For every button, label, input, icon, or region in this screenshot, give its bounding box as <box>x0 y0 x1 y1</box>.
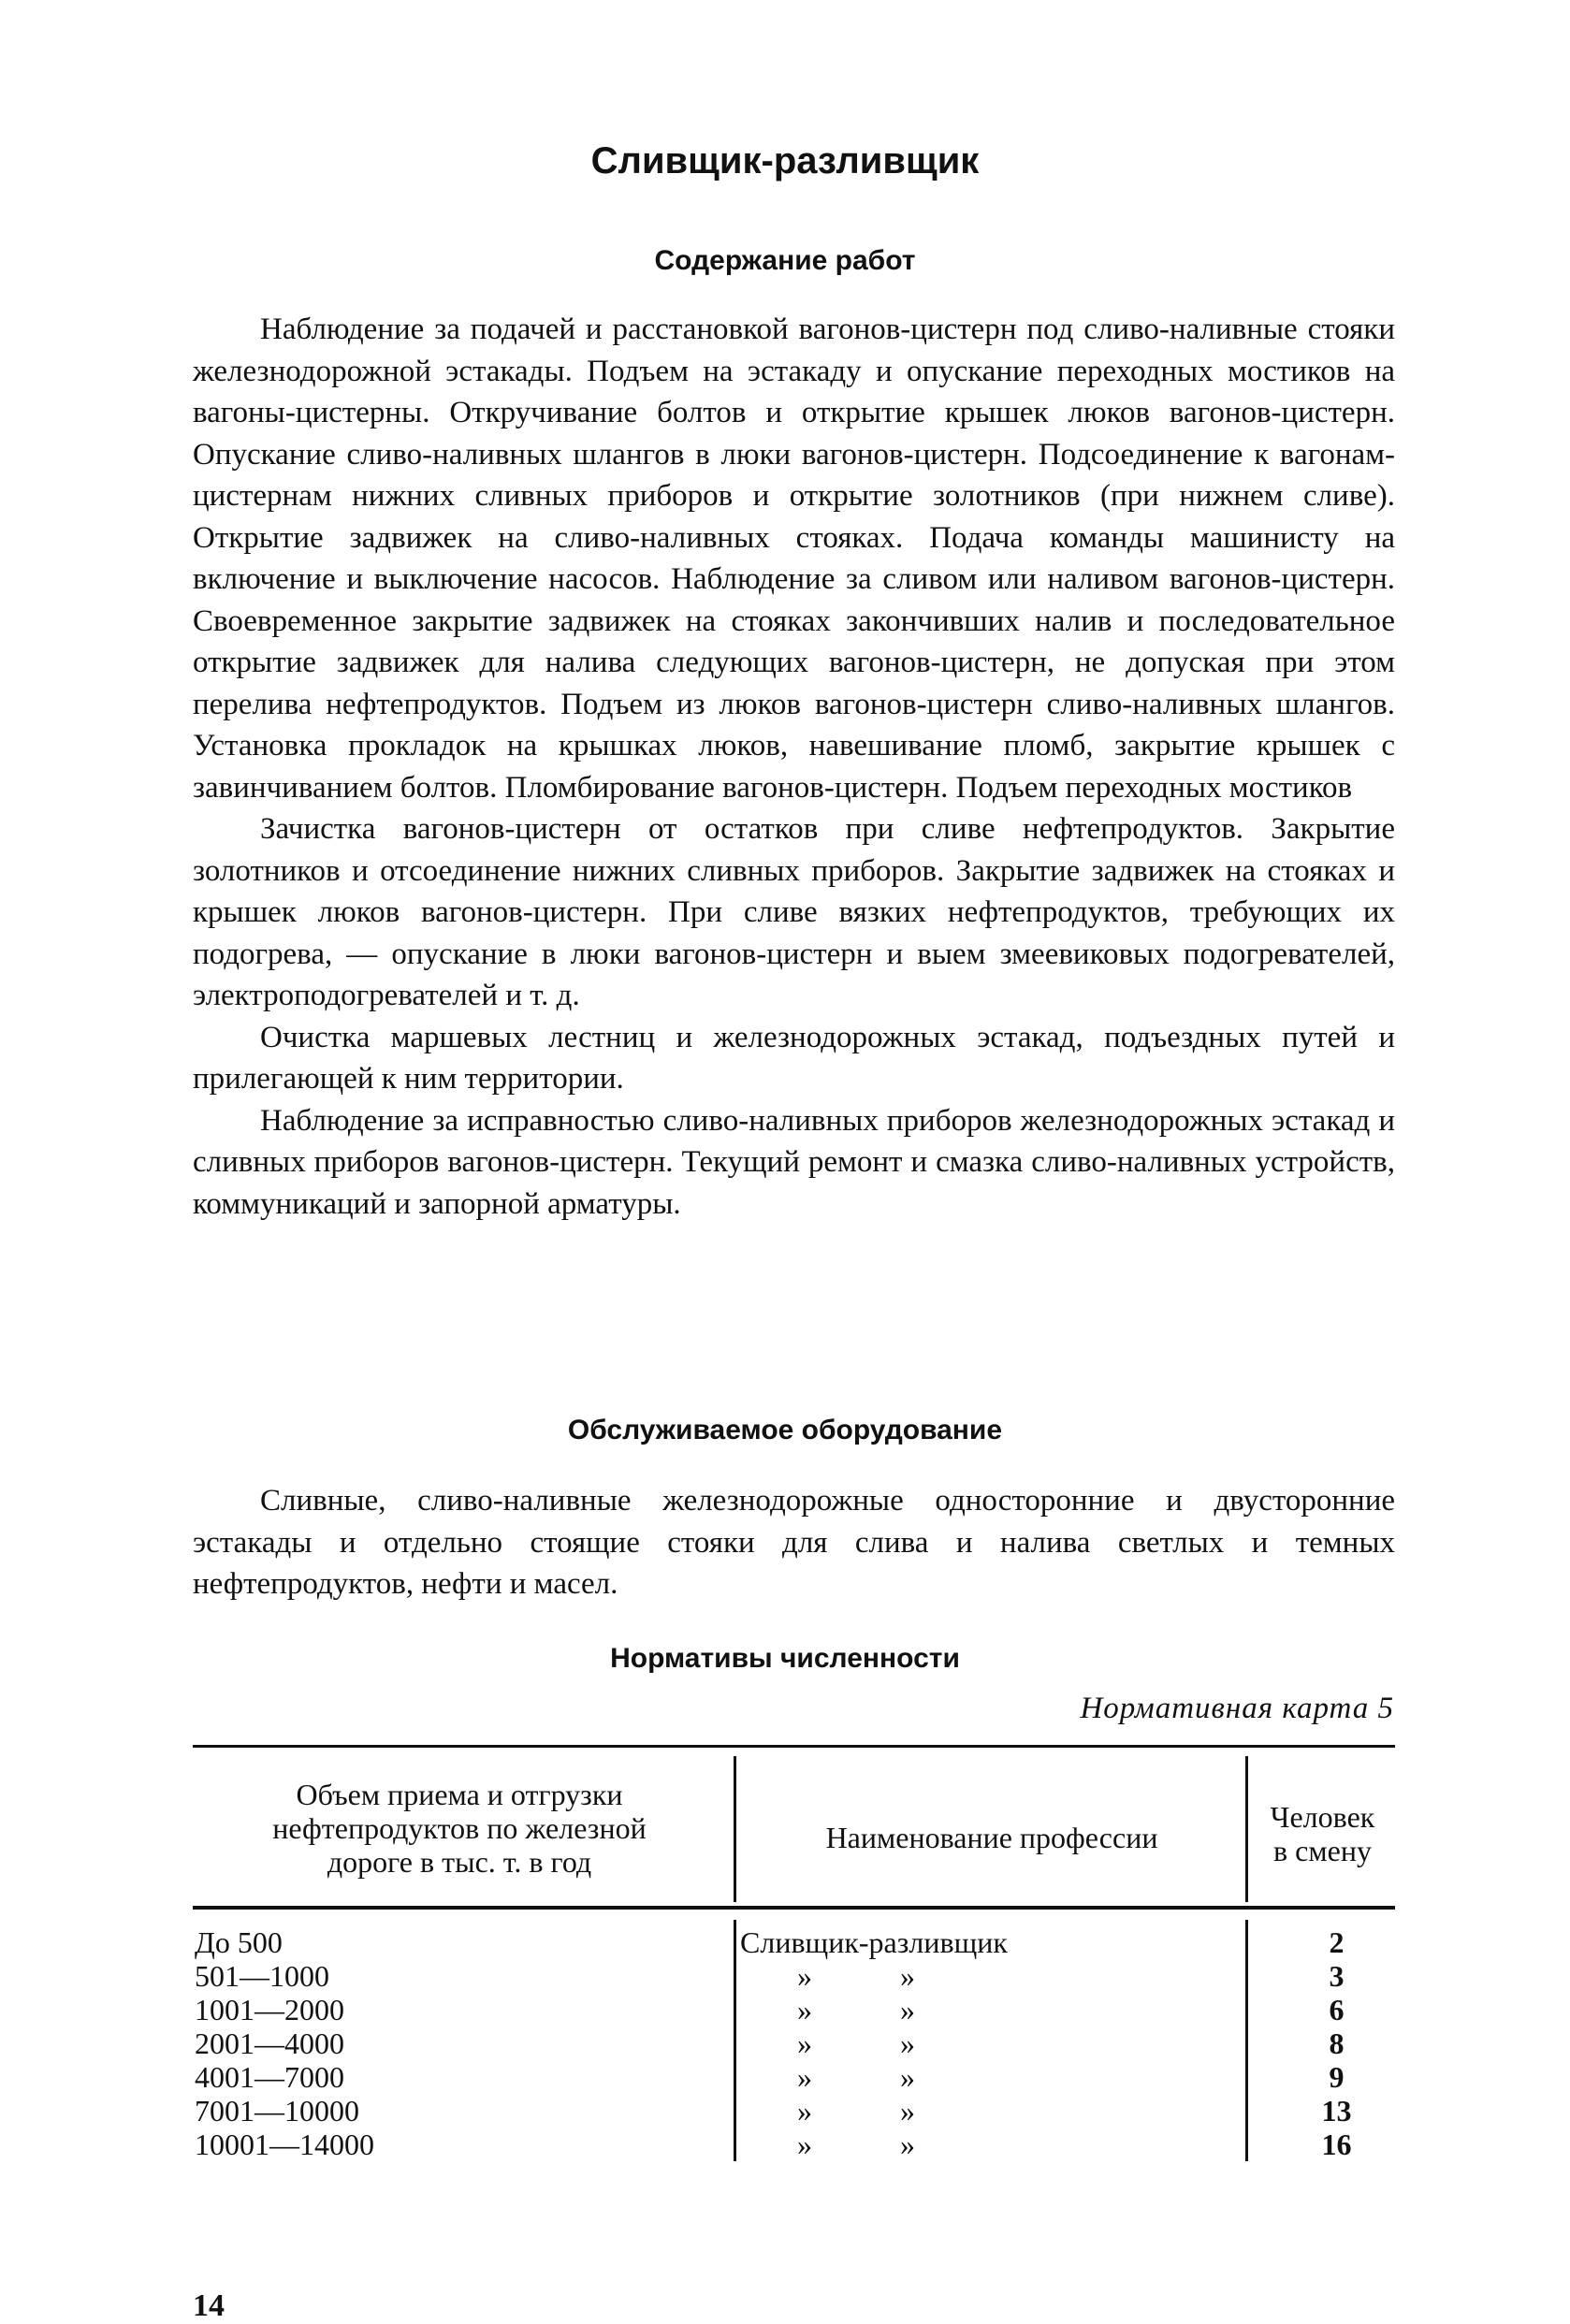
column-header-volume: Объем приема и отгрузки нефтепродуктов по железной дороге в тыс. т. в год <box>272 1778 647 1879</box>
cell-volume: 7001—10000 <box>195 2094 359 2128</box>
equipment-body <box>193 1480 1395 1605</box>
cell-persons: 6 <box>1329 1993 1345 2026</box>
cell-profession: » » <box>797 2094 915 2128</box>
header-divider <box>734 1756 736 1902</box>
work-content-heading: Содержание работ <box>654 245 916 276</box>
cell-persons: 2 <box>1329 1925 1345 1959</box>
table-row <box>193 1925 1395 1959</box>
table-row <box>193 1959 1395 1993</box>
column-header-persons: Человек в смену <box>1270 1800 1375 1867</box>
normative-card-label: Нормативная карта 5 <box>1080 1692 1394 1725</box>
page-title: Сливщик-разливщик <box>590 140 980 182</box>
cell-volume: 10001—14000 <box>195 2128 374 2161</box>
paragraph: Наблюдение за исправностью сливо-наливных приборов железнодорожных эстакад и сливных приборов вагонов-цистерн. Текущий ремонт и смазка сливо-наливных устройств, коммуникаций и запорной арматуры. <box>193 1103 1395 1221</box>
equipment-heading: Обслуживаемое оборудование <box>567 1415 1003 1445</box>
cell-persons: 8 <box>1329 2026 1345 2060</box>
paragraph: Сливные, сливо-наливные железнодорожные односторонние и двусторонние эстакады и отдельно стоящие стояки для слива и налива светлых и темных нефтепродуктов, нефти и масел. <box>193 1484 1395 1601</box>
cell-profession: » » <box>797 2128 915 2161</box>
cell-volume: 2001—4000 <box>195 2026 344 2060</box>
cell-volume: 1001—2000 <box>195 1993 344 2026</box>
cell-volume: До 500 <box>195 1925 283 1959</box>
table-header-rule <box>193 1906 1395 1910</box>
cell-profession: » » <box>797 1959 915 1993</box>
cell-profession: » » <box>797 2026 915 2060</box>
header-divider <box>1245 1756 1248 1902</box>
paragraph: Наблюдение за подачей и расстановкой вагонов-цистерн под сливо-наливные стояки железнодорожной эстакады. Подъем на эстакаду и опускание переходных мостиков на вагоны-цистерны. Откручивание болтов и открытие крышек люков вагонов-цистерн. Опускание сливо-наливных шлангов в люки вагонов-цистерн. Подсоединение к вагонам-цистернам нижних сливных приборов и открытие золотников (при нижнем сливе). Открытие задвижек на сливо-наливных стояках. Подача команды машинисту на включение и выключение насосов. Наблюдение за сливом или наливом вагонов-цистерн. Своевременное закрытие задвижек на стояках закончивших налив и последовательное открытие задвижек для налива следующих вагонов-цистерн, не допуская при этом перелива нефтепродуктов. Подъем из люков вагонов-цистерн сливо-наливных шлангов. Установка прокладок на крышках люков, навешивание пломб, закрытие крышек с завинчиванием болтов. Пломбирование вагонов-цистерн. Подъем переходных мостиков <box>193 312 1395 805</box>
table-row <box>193 2026 1395 2060</box>
cell-profession: Сливщик-разливщик <box>740 1925 1008 1959</box>
cell-persons: 9 <box>1329 2060 1345 2094</box>
table-row <box>193 2128 1395 2161</box>
column-header-profession: Наименование профессии <box>825 1821 1158 1854</box>
paragraph: Очистка маршевых лестниц и железнодорожных эстакад, подъездных путей и прилегающей к ним территории. <box>193 1020 1395 1096</box>
table-row <box>193 2060 1395 2094</box>
table-row <box>193 2094 1395 2128</box>
cell-volume: 4001—7000 <box>195 2060 344 2094</box>
cell-persons: 16 <box>1321 2128 1352 2161</box>
table-row <box>193 1993 1395 2026</box>
cell-profession: » » <box>797 2060 915 2094</box>
cell-persons: 3 <box>1329 1959 1345 1993</box>
cell-persons: 13 <box>1321 2094 1352 2128</box>
norms-heading: Нормативы численности <box>610 1643 960 1674</box>
cell-profession: » » <box>797 1993 915 2026</box>
table-top-rule <box>193 1745 1395 1748</box>
work-content-body <box>193 309 1395 1225</box>
page-number: 14 <box>193 2288 225 2323</box>
paragraph: Зачистка вагонов-цистерн от остатков при сливе нефтепродуктов. Закрытие золотников и отсоединение нижних сливных приборов. Закрытие задвижек на стояках и крышек люков вагонов-цистерн. При сливе вязких нефтепродуктов, требующих их подогрева, — опускание в люки вагонов-цистерн и выем змеевиковых подогревателей, электроподогревателей и т. д. <box>193 812 1395 1012</box>
cell-volume: 501—1000 <box>195 1959 329 1993</box>
